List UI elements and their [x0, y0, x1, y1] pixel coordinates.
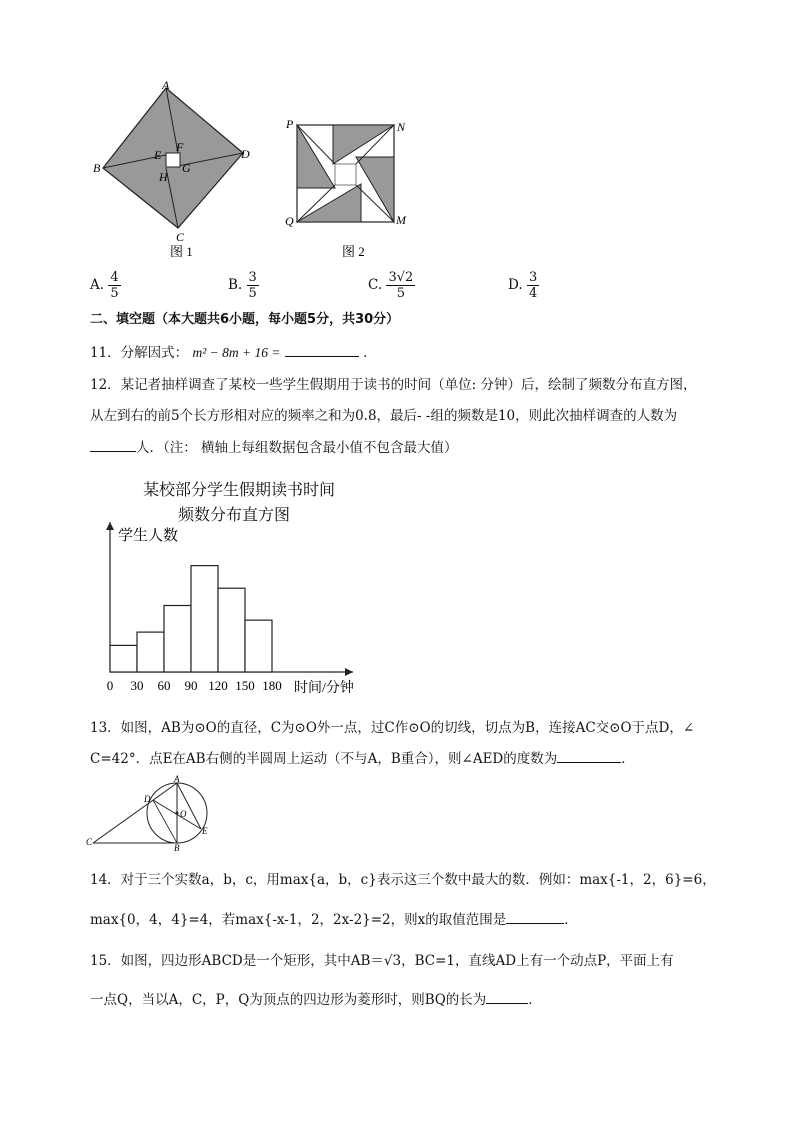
x-tick-label: 60	[157, 678, 171, 693]
fig1-label-a: A	[162, 78, 170, 92]
fig2-label-m: M	[396, 213, 406, 227]
q13-center-dot	[176, 812, 179, 815]
q13-answer-blank[interactable]	[557, 748, 621, 763]
q13-line-2-end: ．	[621, 751, 635, 767]
q13-label-o: O	[180, 809, 187, 819]
q12-line-1: 12．某记者抽样调查了某校一些学生假期用于读书的时间（单位: 分钟）后，绘制了频数分布直方图，	[90, 377, 697, 393]
fig1-label-e: E	[154, 148, 162, 162]
fig1-label-c: C	[176, 230, 185, 244]
q14-line-2-text: max{0，4，4}=4，若max{-x-1，2，2x-2}=2，则x的取值范围是	[90, 912, 507, 928]
option-c-num: 3√2	[388, 270, 414, 285]
q12-line-3-text: 人．（注： 横轴上每组数据包含最小值不包含最大值）	[136, 440, 458, 456]
option-b-label: B.	[228, 277, 243, 293]
x-tick-label: 90	[184, 678, 198, 693]
q13-circle-figure	[86, 774, 216, 852]
q14-line-1: 14．对于三个实数a，b，c，用max{a，b，c}表示这三个数中最大的数．例如：max{-1，2，6}=6，	[90, 872, 716, 888]
q11-expression: m² − 8m + 16 =	[192, 345, 281, 360]
q13-line-1: 13．如图，AB为⊙O的直径，C为⊙O外一点，过C作⊙O的切线，切点为B，连接AC交⊙O于点D，∠	[90, 720, 695, 736]
x-tick-label: 180	[262, 678, 282, 693]
q14-line-2	[90, 909, 578, 930]
q10-option-b	[228, 270, 259, 301]
fig2-label-n: N	[397, 120, 406, 134]
q15-line-1: 15．如图，四边形ABCD是一个矩形，其中AB＝√3，BC=1，直线AD上有一个动点P，平面上有	[90, 953, 674, 969]
option-d-label: D.	[508, 277, 523, 293]
fig1-label-h: H	[159, 170, 168, 184]
q12-line-3	[90, 437, 458, 458]
q15-answer-blank[interactable]	[486, 989, 528, 1004]
q13-line-2-text: C=42°．点E在AB右侧的半圆周上运动（不与A，B重合），则∠AED的度数为	[90, 751, 558, 767]
fig1-caption: 图 1	[170, 244, 193, 259]
figure-2-pinwheel	[282, 112, 417, 262]
x-tick-label: 120	[208, 678, 228, 693]
q10-option-d	[508, 270, 539, 301]
q14-answer-blank[interactable]	[506, 909, 564, 924]
q13-label-d: D	[144, 794, 151, 804]
y-axis-arrow	[106, 522, 114, 530]
option-d-den: 4	[528, 286, 538, 301]
histogram-subtitle: 频数分布直方图	[178, 505, 291, 524]
x-axis-label: 时间/分钟	[294, 681, 354, 696]
q13-line-ca	[93, 783, 177, 843]
question-11	[90, 342, 377, 363]
option-b-den: 5	[248, 286, 257, 301]
fig2-label-p: P	[286, 117, 294, 131]
option-d-fraction	[527, 270, 539, 301]
histogram-bar	[191, 566, 218, 672]
option-a-label: A.	[90, 277, 105, 293]
q13-label-a: A	[174, 774, 180, 784]
fig1-label-d: D	[241, 147, 250, 161]
q12-answer-blank[interactable]	[90, 437, 136, 452]
x-tick-label: 0	[106, 678, 114, 693]
histogram-bar	[164, 606, 191, 673]
histogram-bar	[218, 588, 245, 672]
fig1-label-g: G	[182, 161, 191, 175]
x-tick-label: 30	[130, 678, 144, 693]
option-c-label: C.	[368, 277, 383, 293]
q13-label-e: E	[202, 826, 208, 836]
fig1-label-b: B	[93, 161, 101, 175]
q15-line-2	[90, 989, 542, 1010]
fig1-inner-square	[166, 153, 180, 167]
q11-prefix: 11．分解因式：	[90, 345, 189, 361]
q11-answer-blank[interactable]	[285, 342, 359, 357]
q13-line-2	[90, 748, 635, 769]
histogram-bar	[245, 620, 272, 672]
histogram-title: 某校部分学生假期读书时间	[143, 480, 336, 499]
q14-line-2-end: ．	[564, 912, 578, 928]
option-d-num: 3	[528, 270, 538, 285]
option-a-num: 4	[110, 270, 119, 285]
x-tick-label: 150	[235, 678, 255, 693]
figure-1-square	[88, 78, 263, 263]
fig2-caption: 图 2	[342, 244, 365, 259]
q15-line-2-end: ．	[528, 992, 542, 1008]
option-b-num: 3	[248, 270, 257, 285]
q15-line-2-text: 一点Q，当以A，C，P，Q为顶点的四边形为菱形时，则BQ的长为	[90, 992, 487, 1008]
histogram-bar	[137, 632, 164, 672]
fig2-inner-square	[335, 164, 356, 185]
q13-label-c: C	[86, 837, 93, 847]
q12-line-2: 从左到右的前5个长方形相对应的频率之和为0.8，最后- -组的频数是10，则此次抽样调查的人数为	[90, 408, 678, 424]
histogram-chart	[98, 512, 378, 697]
q13-label-b: B	[174, 843, 180, 852]
q13-line-db	[153, 800, 177, 843]
y-axis-label: 学生人数	[118, 528, 179, 544]
histogram-bar	[110, 645, 137, 672]
option-a-fraction	[108, 270, 120, 301]
section-2-title: 二、填空题（本大题共6小题，每小题5分，共30分）	[90, 312, 400, 327]
option-a-den: 5	[110, 286, 119, 301]
option-c-den: 5	[396, 286, 405, 301]
option-b-fraction	[247, 270, 259, 301]
fig1-label-f: F	[176, 140, 184, 154]
option-c-fraction	[386, 270, 415, 301]
x-axis-arrow	[345, 668, 353, 676]
q11-suffix: ．	[363, 345, 377, 361]
fig2-label-q: Q	[285, 214, 294, 228]
q10-option-a	[90, 270, 121, 301]
q10-option-c	[368, 270, 415, 301]
